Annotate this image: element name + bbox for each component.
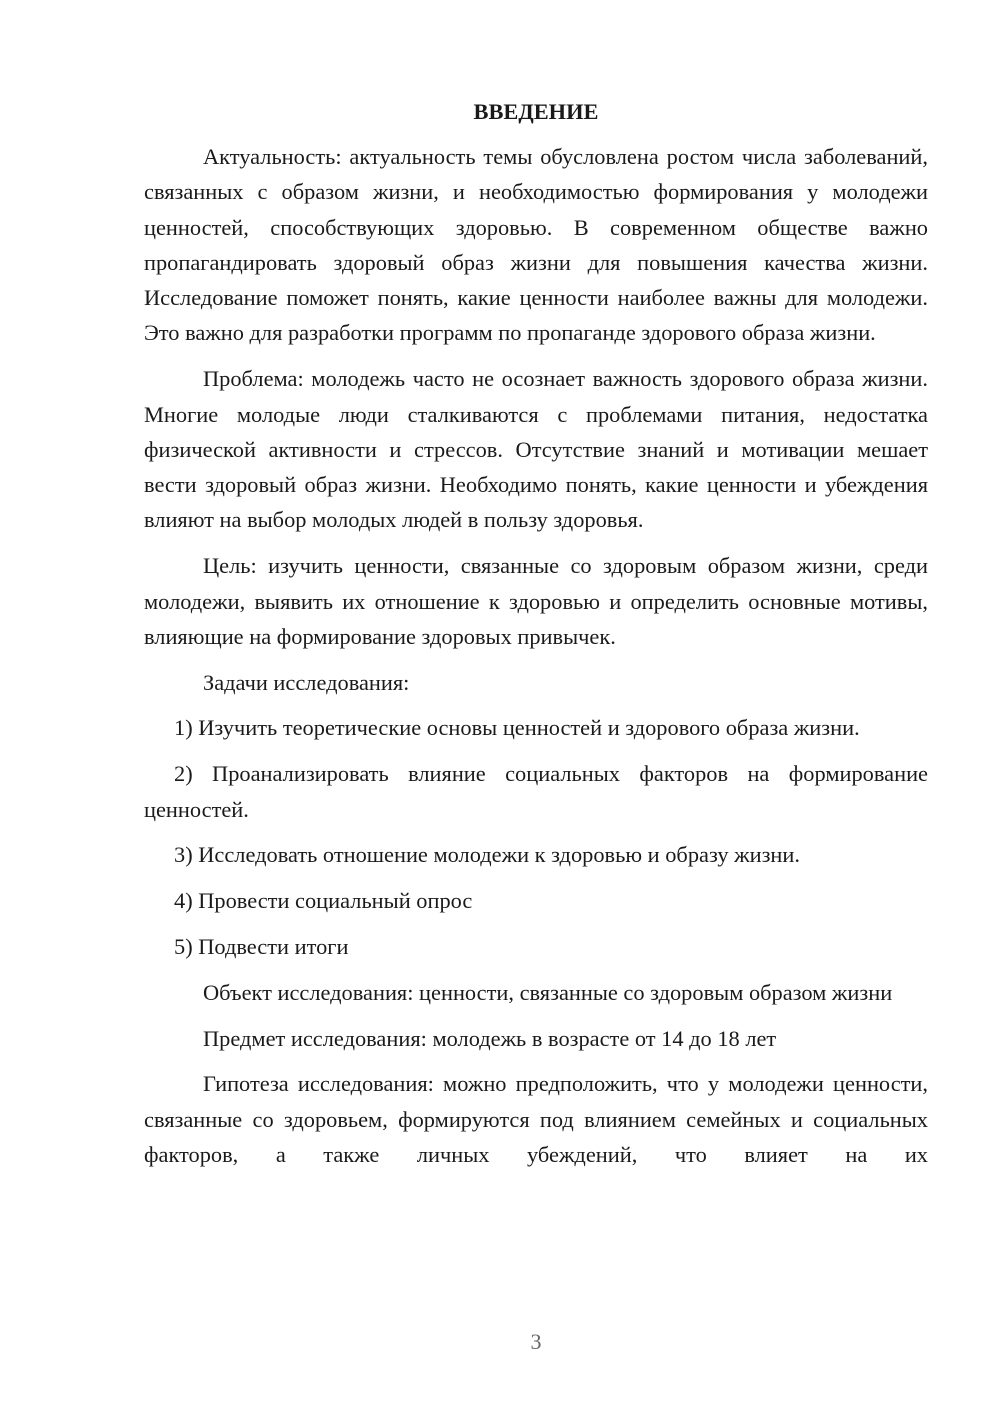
task-item-1: 1) Изучить теоретические основы ценностей и здорового образа жизни. bbox=[174, 715, 860, 741]
relevance-paragraph: Актуальность: актуальность темы обусловлена ростом числа заболеваний, связанных с образом жизни, и необходимостью формирования у молодежи ценностей, способствующих здоровью. В современном обществе важно пропагандировать здоровый образ жизни для повышения качества жизни. Исследование поможет понять, какие ценности наиболее важны для молодежи. Это важно для разработки программ по пропаганде здорового образа жизни. bbox=[144, 144, 928, 346]
document-page bbox=[144, 94, 928, 1183]
task-item-4: 4) Провести социальный опрос bbox=[174, 888, 473, 914]
page-number: 3 bbox=[530, 1329, 542, 1354]
subject-paragraph: Предмет исследования: молодежь в возрасте от 14 до 18 лет bbox=[203, 1025, 777, 1051]
object-paragraph: Объект исследования: ценности, связанные со здоровым образом жизни bbox=[203, 979, 893, 1005]
hypothesis-paragraph: Гипотеза исследования: можно предположить, что у молодежи ценности, связанные со здоровьем, формируются под влиянием семейных и социальных факторов, а также личных убеждений, что влияет на их bbox=[144, 1071, 928, 1167]
problem-paragraph: Проблема: молодежь часто не осознает важность здорового образа жизни. Многие молодые люди сталкиваются с проблемами питания, недостатка физической активности и стрессов. Отсутствие знаний и мотивации мешает вести здоровый образ жизни. Необходимо понять, какие ценности и убеждения влияют на выбор молодых людей в пользу здоровья. bbox=[144, 366, 928, 533]
tasks-heading: Задачи исследования: bbox=[203, 669, 410, 695]
task-item-3: 3) Исследовать отношение молодежи к здоровью и образу жизни. bbox=[174, 842, 800, 868]
task-item-5: 5) Подвести итоги bbox=[174, 933, 349, 959]
goal-paragraph: Цель: изучить ценности, связанные со здоровым образом жизни, среди молодежи, выявить их отношение к здоровью и определить основные мотивы, влияющие на формирование здоровых привычек. bbox=[144, 553, 928, 649]
section-title: ВВЕДЕНИЕ bbox=[473, 99, 599, 124]
task-item-2: 2) Проанализировать влияние социальных факторов на формирование ценностей. bbox=[144, 761, 928, 822]
